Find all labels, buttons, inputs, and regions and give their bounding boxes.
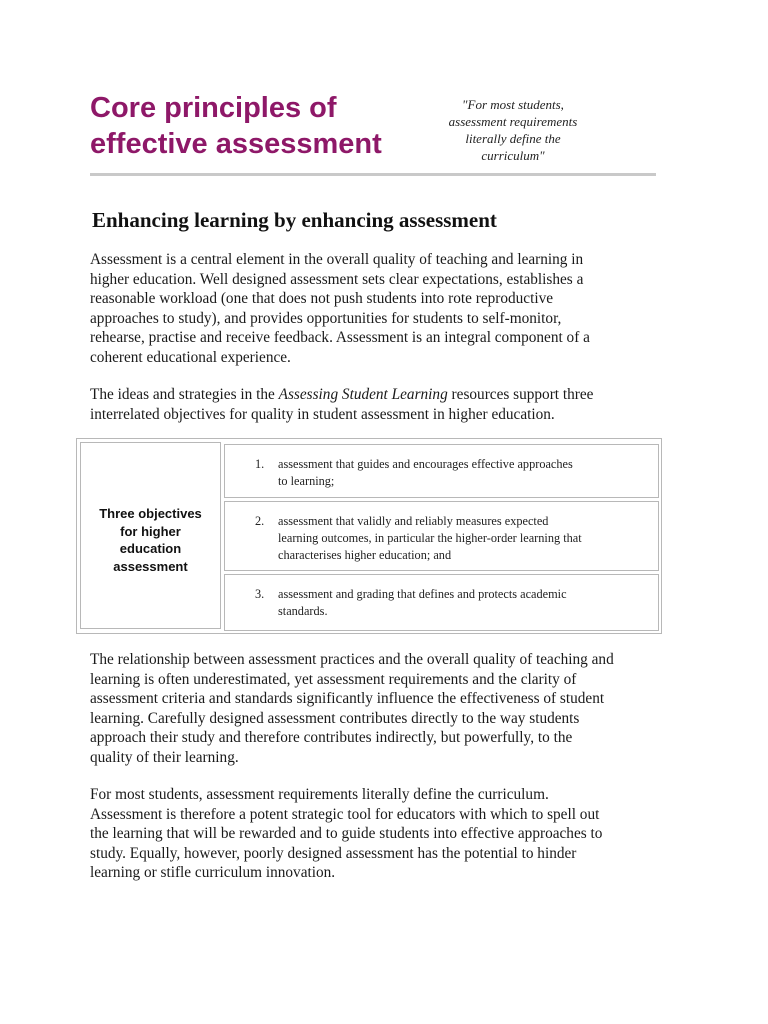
objective-text [278,456,650,490]
objective-line: learning outcomes, in particular the higher-order learning that [278,531,582,545]
quote-line: "For most students, [462,97,564,112]
quote-line: curriculum" [481,148,545,163]
header-divider [90,173,656,176]
text-run: The ideas and strategies in the [90,386,279,403]
paragraph-line: learning. Carefully designed assessment contributes directly to the way students [90,709,580,727]
label-line: assessment [113,558,188,574]
relationship-paragraph [90,650,680,768]
title-line: effective assessment [90,128,382,160]
quote-line: assessment requirements [448,114,578,129]
paragraph-line: approaches to study), and provides opportunities for students to self-monitor, [90,309,562,327]
objective-line: to learning; [278,474,335,488]
objective-line: assessment and grading that defines and protects academic [278,587,567,601]
paragraph-line: the learning that will be rewarded and to guide students into effective approaches to [90,825,603,843]
paragraph-line: learning is often underestimated, yet assessment requirements and the clarity of [90,670,577,688]
paragraph-line: quality of their learning. [90,748,239,766]
paragraph-line: assessment criteria and standards significantly influence the effectiveness of student [90,690,605,708]
objective-line: characterises higher education; and [278,548,452,562]
pull-quote [432,96,594,164]
objectives-table [76,438,662,634]
resource-title: Assessing Student Learning [278,386,448,403]
objective-text [278,513,650,564]
label-line: Three objectives [99,506,202,521]
paragraph-line: interrelated objectives for quality in student assessment in higher education. [90,405,555,423]
objective-number: 3. [255,587,265,601]
paragraph-line: higher education. Well designed assessment sets clear expectations, establishes a [90,270,584,288]
title-line: Core principles of [90,92,337,124]
paragraph-line: learning or stifle curriculum innovation. [90,864,336,882]
intro-paragraph [90,250,680,368]
paragraph-line: study. Equally, however, poorly designed assessment has the potential to hinder [90,844,577,862]
resources-paragraph [90,385,680,424]
label-line: for higher [120,523,181,539]
paragraph-line: reasonable workload (one that does not push students into rote reproductive [90,290,554,308]
paragraph-line: Assessment is a central element in the overall quality of teaching and learning in [90,251,584,268]
objective-item-1 [224,444,659,498]
objective-item-3 [224,574,659,631]
paragraph-line: For most students, assessment requirements literally define the curriculum. [90,786,549,803]
page-title [90,90,430,162]
quote-line: literally define the [465,131,561,146]
paragraph-line: rehearse, practise and receive feedback. Assessment is an integral component of a [90,329,590,347]
label-line: education [119,541,182,556]
curriculum-paragraph [90,785,680,883]
objective-line: assessment that validly and reliably measures expected [278,514,549,528]
objective-line: standards. [278,604,328,618]
paragraph-line: approach their study and therefore contributes indirectly, but powerfully, to the [90,729,573,747]
paragraph-line: Assessment is therefore a potent strategic tool for educators with which to spell out [90,805,600,823]
objective-text [278,586,650,620]
objective-number: 1. [255,457,265,471]
objective-item-2 [224,501,659,571]
paragraph-line: coherent educational experience. [90,348,291,366]
paragraph-line [90,385,680,405]
objective-line: assessment that guides and encourages effective approaches [278,457,573,471]
paragraph-line: The relationship between assessment practices and the overall quality of teaching and [90,651,614,668]
objectives-label-cell [80,442,221,629]
objectives-label [81,505,220,575]
objective-number: 2. [255,514,265,528]
text-run: resources support three [447,386,594,403]
section-heading: Enhancing learning by enhancing assessment [92,208,497,232]
